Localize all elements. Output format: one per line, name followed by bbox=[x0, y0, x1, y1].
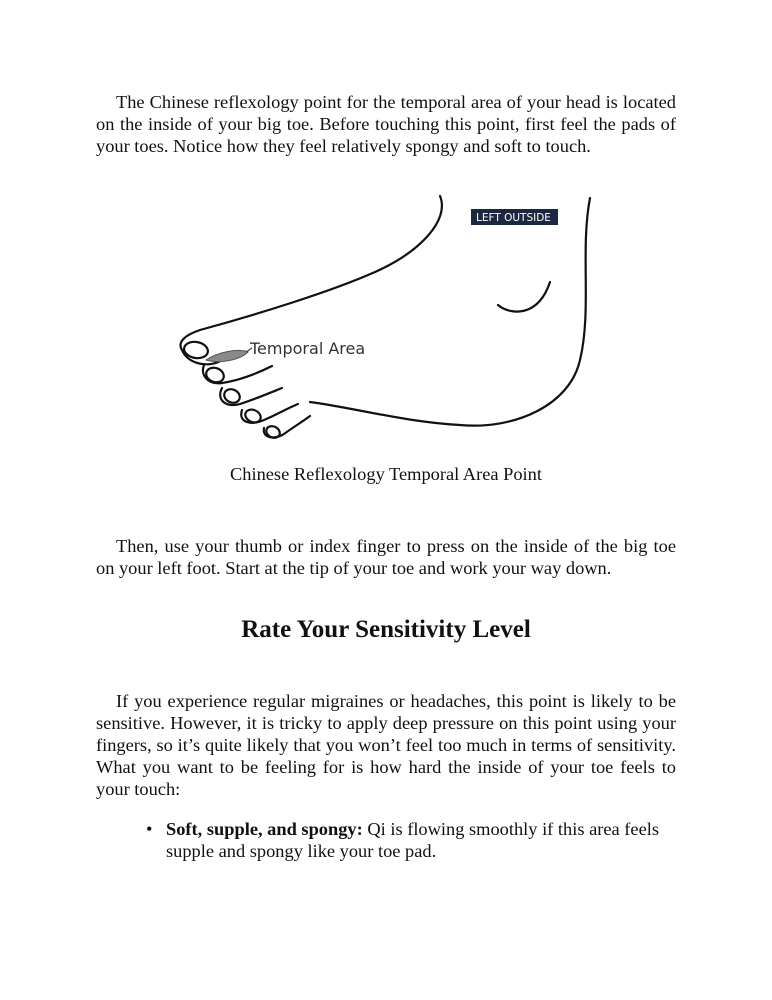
temporal-area-marker bbox=[206, 350, 248, 361]
list-item-term: Soft, supple, and spongy: bbox=[166, 819, 363, 839]
figure-caption: Chinese Reflexology Temporal Area Point bbox=[230, 464, 542, 484]
second-toe-nail bbox=[204, 365, 226, 384]
little-toe-nail bbox=[264, 424, 281, 440]
foot-top-outline bbox=[181, 196, 442, 350]
bullet-icon: • bbox=[146, 819, 153, 839]
list-item bbox=[146, 818, 676, 862]
list-item-text: Qi is flowing smoothly if this area feels supple and spongy like your toe pad. bbox=[166, 819, 659, 861]
sensitivity-paragraph: If you experience regular migraines or headaches, this point is likely to be sensitive. However, it is tricky to apply deep pressure on this point using your fingers, so it’s quite likely that you won’t feel too much in terms of sensitivity. What you want to be feeling for is how hard the inside of your toe feels to your touch: bbox=[96, 691, 676, 799]
sensitivity-list bbox=[146, 818, 676, 862]
temporal-area-label: Temporal Area bbox=[250, 339, 366, 358]
foot-illustration bbox=[160, 190, 610, 450]
ankle-bone-outline bbox=[498, 282, 550, 312]
foot-diagram bbox=[160, 190, 610, 450]
intro-paragraph: The Chinese reflexology point for the temporal area of your head is located on the inside of your big toe. Before touching this point, first feel the pads of your toes. Notice how they feel relatively spongy and soft to touch. bbox=[96, 92, 676, 156]
left-outside-tag-text: LEFT OUTSIDE bbox=[476, 212, 551, 224]
heel-outline bbox=[310, 198, 590, 426]
section-heading: Rate Your Sensitivity Level bbox=[241, 616, 531, 643]
instruction-paragraph: Then, use your thumb or index finger to press on the inside of the big toe on your left foot. Start at the tip of your toe and work your way down. bbox=[96, 536, 676, 578]
